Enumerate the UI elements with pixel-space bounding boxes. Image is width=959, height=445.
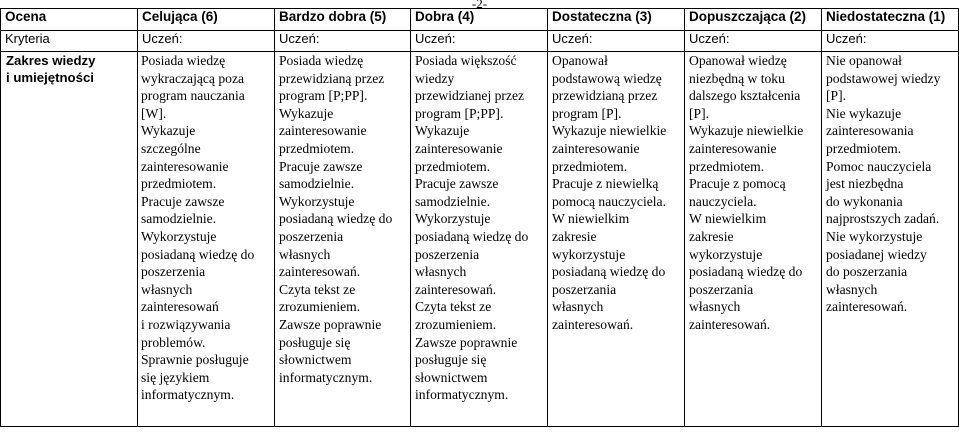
text-line: Pracuje z pomocą [689,176,786,192]
text-line: zrozumieniem. [279,299,361,315]
criteria-uczen-3: Uczeń: [548,31,685,52]
text-line: przewidzianej przez [415,88,525,104]
text-line: zainteresowanie [689,140,777,156]
cell-celujaca [138,52,275,427]
text-line: Opanował [552,53,608,68]
text-line: Nie wykazuje [826,105,902,121]
text-line: program [P;PP]. [415,105,504,121]
text-line: zakresie [689,228,734,244]
text-line: Nie wykorzystuje [826,228,923,244]
cell-dostateczna [548,52,685,427]
text-line: własnych [279,246,331,262]
text-line: Wykazuje niewielkie [689,123,804,139]
text-line: własnych [826,281,878,297]
header-celujaca: Celująca (6) [138,9,275,31]
text-line: przedmiotem. [552,158,628,174]
header-bardzo-dobra: Bardzo dobra (5) [275,9,411,31]
text-line: posługuje się [415,352,487,368]
cell-bardzo-dobra [275,52,411,427]
text-line: posiadaną wiedzę do [279,211,393,227]
text-line: program [P]. [552,105,622,121]
text-line: dalszego kształcenia [689,88,801,104]
text-line: do poszerzania [826,264,908,280]
text-line: samodzielnie. [415,193,491,209]
text-line: Wykazuje [279,105,334,121]
text-line: wykraczającą poza [141,70,245,86]
criteria-label: Kryteria [1,31,138,52]
text-line: podstawowej wiedzy [826,70,941,86]
criteria-uczen-2: Uczeń: [685,31,822,52]
page-number: -2- [471,0,488,11]
text-line: Nie opanował [826,53,902,68]
text-line: Opanował wiedzę [689,53,787,68]
header-niedostateczna: Niedostateczna (1) [822,9,959,31]
text-line: podstawową wiedzę [552,70,662,86]
text-line: problemów. [141,334,206,350]
knowledge-skills-row [1,52,959,427]
text-line: przewidzianą przez [279,70,385,86]
text-line: Pomoc nauczyciela [826,158,932,174]
text-line: niezbędną w toku [689,70,785,86]
area-label-cell [1,52,138,427]
text-line: Pracuje zawsze [141,193,225,209]
text-line: jest niezbędna [826,176,904,192]
text-line: [W]. [141,105,167,121]
text-line: wykorzystuje [552,246,626,262]
criteria-uczen-1: Uczeń: [822,31,959,52]
text-line: Wykorzystuje [415,211,491,227]
cell-dobra [411,52,548,427]
text-line: poszerzenia [141,264,206,280]
text-line: poszerzenia [415,246,480,262]
text-line: Wykorzystuje [279,193,355,209]
text-line: informatycznym. [415,387,509,403]
text-line: W niewielkim [552,211,630,227]
text-line: zainteresowań. [552,316,634,332]
text-line: pomocą nauczyciela. [552,193,666,209]
text-line: zainteresowanie [415,140,503,156]
text-line: posługuje się [279,334,351,350]
cell-dopuszczajaca [685,52,822,427]
text-line: zakresie [552,228,597,244]
text-line: posiadaną wiedzę do [689,264,803,280]
text-line: do wykonania [826,193,903,209]
text-line: [P]. [826,88,847,104]
grading-criteria-table [0,8,959,427]
text-line: Czyta tekst ze [279,281,356,297]
text-line: Wykazuje [141,123,196,139]
text-line: wykorzystuje [689,246,763,262]
text-line: przedmiotem. [279,140,355,156]
text-line: Zawsze poprawnie [415,334,518,350]
text-line: samodzielnie. [141,211,217,227]
header-dopuszczajaca: Dopuszczająca (2) [685,9,822,31]
cell-niedostateczna [822,52,959,427]
text-line: Wykorzystuje [141,228,217,244]
text-line: słownictwem [415,369,488,385]
text-line: poszerzenia [279,228,344,244]
criteria-row [1,31,959,52]
text-line: samodzielnie. [279,176,355,192]
text-line: najprostszych zadań. [826,211,940,227]
area-label [6,52,133,86]
text-line: posiadaną wiedzę do [415,228,529,244]
text-line: nauczyciela. [689,193,757,209]
text-line: informatycznym. [141,387,235,403]
text-line: wiedzy [415,70,455,86]
text-line: Wykazuje niewielkie [552,123,667,139]
criteria-uczen-4: Uczeń: [411,31,548,52]
text-line: przedmiotem. [415,158,491,174]
criteria-uczen-6: Uczeń: [138,31,275,52]
text-line: przedmiotem. [689,158,765,174]
text-line: i rozwiązywania [141,316,231,332]
text-line: program [P;PP]. [279,88,368,104]
text-line: posiadanej wiedzy [826,246,927,262]
text-line: własnych [141,281,193,297]
text-line: zainteresowań. [279,264,361,280]
text-line: słownictwem [279,352,352,368]
text-line: zainteresowania [826,123,914,139]
text-line: Pracuje zawsze [415,176,499,192]
text-line: zainteresowanie [279,123,367,139]
text-line: [P]. [689,105,710,121]
text-line: posiadaną wiedzę do [141,246,255,262]
header-dostateczna: Dostateczna (3) [548,9,685,31]
criteria-uczen-5: Uczeń: [275,31,411,52]
text-line: własnych [552,299,604,315]
text-line: program nauczania [141,88,245,104]
text-line: zainteresowanie [141,158,229,174]
text-line: zainteresowanie [552,140,640,156]
text-line: Zawsze poprawnie [279,316,382,332]
text-line: przedmiotem. [826,140,902,156]
text-line: Posiada wiedzę [279,53,364,68]
text-line: szczególne [141,140,201,156]
text-line: Pracuje zawsze [279,158,363,174]
text-line: się językiem [141,369,210,385]
text-line: i umiejętności [6,70,94,85]
text-line: własnych [689,299,741,315]
text-line: W niewielkim [689,211,767,227]
text-line: Pracuje z niewielką [552,176,659,192]
text-line: zainteresowań. [415,281,497,297]
text-line: Wykazuje [415,123,470,139]
text-line: zrozumieniem. [415,316,497,332]
text-line: zainteresowań [141,299,219,315]
text-line: przewidzianą przez [552,88,658,104]
text-line: zainteresowań. [826,299,908,315]
header-dobra: Dobra (4) [411,9,548,31]
text-line: posiadaną wiedzę do [552,264,666,280]
text-line: Posiada wiedzę [141,53,226,68]
text-line: Zakres wiedzy [6,53,96,68]
header-row [1,9,959,31]
text-line: Sprawnie posługuje [141,352,249,368]
header-ocena: Ocena [1,9,138,31]
text-line: przedmiotem. [141,176,217,192]
text-line: własnych [415,264,467,280]
text-line: Posiada większość [415,53,517,68]
text-line: poszerzania [552,281,617,297]
text-line: poszerzania [689,281,754,297]
text-line: zainteresowań. [689,316,771,332]
text-line: Czyta tekst ze [415,299,492,315]
text-line: informatycznym. [279,369,373,385]
